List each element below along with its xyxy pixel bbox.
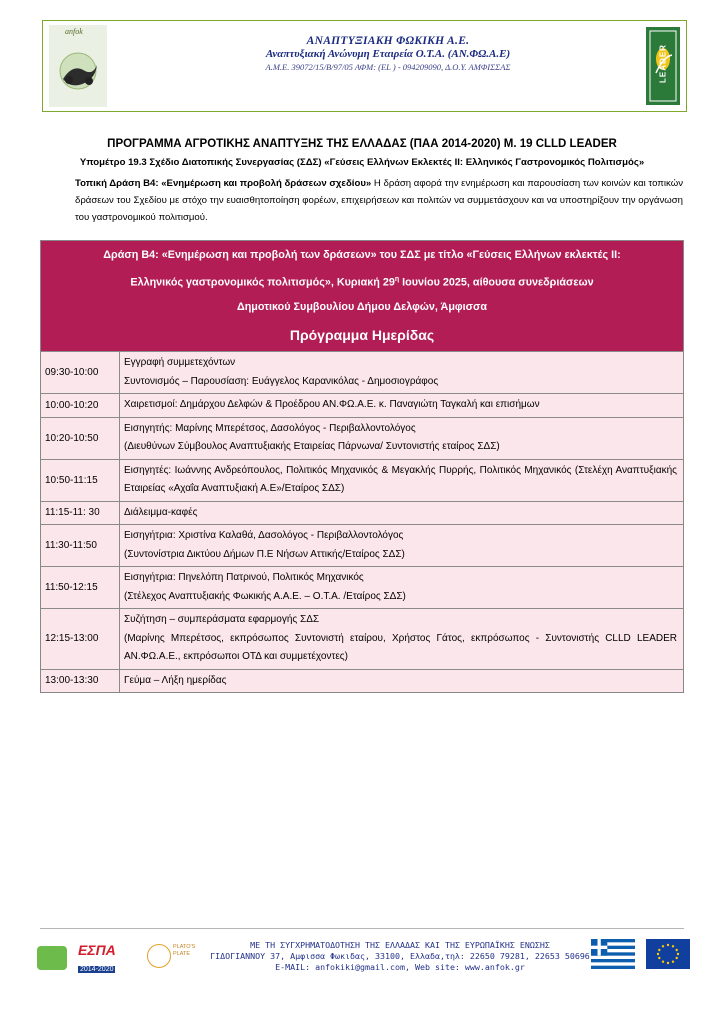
- company-logo: [49, 25, 107, 107]
- row-time: 09:30-10:00: [41, 352, 120, 393]
- row-line: (Διευθύνων Σύμβουλος Αναπτυξιακής Εταιρείας Πάρνωνα/ Συντονιστής εταίρος ΣΔΣ): [124, 441, 500, 453]
- bird-logo-icon: [49, 25, 107, 107]
- row-time: 10:50-11:15: [41, 460, 120, 501]
- table-row: [41, 459, 683, 501]
- table-row: [41, 351, 683, 393]
- company-full-name: Αναπτυξιακή Ανώνυμη Εταιρεία Ο.Τ.Α. (ΑΝ.ΦΩ.Α.Ε): [265, 48, 511, 60]
- logo-caption: anfok: [65, 27, 83, 36]
- row-line: Συντονισμός – Παρουσίαση: Ευάγγελος Καρανικόλας - Δημοσιογράφος: [124, 375, 439, 387]
- footer-text: [210, 940, 590, 973]
- row-description: [120, 670, 683, 693]
- table-row: [41, 501, 683, 525]
- espa-label: ΕΣΠΑ: [78, 942, 116, 958]
- row-description: [120, 352, 683, 393]
- footer-contact: E-MAIL: anfokiki@gmail.com, Web site: www.anfok.gr: [275, 962, 525, 972]
- row-line: Γεύμα – Λήξη ημερίδας: [124, 674, 227, 686]
- intro-action-title: Τοπική Δράση Β4: «Ενημέρωση και προβολή δράσεων σχεδίου»: [75, 178, 372, 189]
- row-line: Συζήτηση – συμπεράσματα εφαρμογής ΣΔΣ: [124, 614, 320, 626]
- footer-divider: [40, 928, 684, 929]
- region-logo: [37, 946, 67, 970]
- eu-flag-icon: [646, 939, 690, 969]
- row-description: [120, 418, 683, 459]
- table-row: [41, 393, 683, 417]
- row-time: 11:30-11:50: [41, 525, 120, 566]
- banner-line-1: Δράση Β4: «Ενημέρωση και προβολή των δράσεων» του ΣΔΣ με τίτλο «Γεύσεις Ελλήνων εκλεκτές ΙΙ:: [103, 249, 621, 261]
- table-row: [41, 608, 683, 669]
- row-time: 13:00-13:30: [41, 670, 120, 693]
- row-description: [120, 525, 683, 566]
- programme-table: [40, 240, 684, 693]
- banner-superscript: η: [394, 275, 400, 283]
- espa-years: 2014-2020: [80, 966, 114, 973]
- banner-line-2: [47, 268, 677, 295]
- table-row: [41, 524, 683, 566]
- row-description: [120, 502, 683, 525]
- plato-label-line-2: PLATE: [173, 951, 191, 957]
- intro-paragraph: [75, 175, 683, 226]
- row-time: 10:20-10:50: [41, 418, 120, 459]
- footer-address: ΓΙΔΟΓΙΑΝΝΟΥ 37, Αμφισσα Φωκιδας, 33100, Ελλαδα,τηλ: 22650 79281, 22653 50696: [210, 951, 590, 961]
- row-time: 11:15-11: 30: [41, 502, 120, 525]
- company-registration: Α.Μ.Ε. 39072/15/Β/97/05 ΑΦΜ: (EL ) - 094209090, Δ.Ο.Υ. ΑΜΦΙΣΣΑΣ: [265, 62, 511, 72]
- page-subtitle: Υπομέτρο 19.3 Σχέδιο Διατοπικής Συνεργασίας (ΣΔΣ) «Γεύσεις Ελλήνων Εκλεκτές ΙΙ: Ελληνικός Γαστρονομικός Πολιτισμός»: [79, 157, 645, 168]
- greek-flag-icon: [591, 939, 635, 969]
- row-description: [120, 567, 683, 608]
- row-line: Εισηγητής: Μαρίνης Μπερέτσος, Δασολόγος - Περιβαλλοντολόγος: [124, 422, 416, 434]
- row-description: [120, 609, 683, 669]
- intro-text: Η δράση αφορά την ενημέρωση και παρουσίαση των κοινών και τοπικών δράσεων του Σχεδίου με στόχο την ευαισθητοποίηση φορέων, επιχειρήσεων και πολιτών να συμμετάσχουν και να υποστηρίξουν την οργάνωση του γαστρονομικού πολιτισμού.: [75, 178, 683, 223]
- row-time: 11:50-12:15: [41, 567, 120, 608]
- table-row: [41, 669, 683, 693]
- footer-cofunding: ΜΕ ΤΗ ΣΥΓΧΡΗΜΑΤΟΔΟΤΗΣΗ ΤΗΣ ΕΛΛΑΔΑΣ ΚΑΙ ΤΗΣ ΕΥΡΩΠΑΪΚΗΣ ΕΝΩΣΗΣ: [250, 940, 550, 950]
- sun-icon: [147, 944, 171, 968]
- row-line: Εισηγήτρια: Πηνελόπη Πατρινού, Πολιτικός Μηχανικός: [124, 572, 364, 584]
- row-line: Διάλειμμα-καφές: [124, 506, 198, 518]
- table-row: [41, 417, 683, 459]
- leader-label: LEADER: [658, 44, 668, 83]
- row-description: [120, 460, 683, 501]
- platos-plate-logo: [145, 944, 209, 972]
- row-time: 10:00-10:20: [41, 394, 120, 417]
- company-name: ΑΝΑΠΤΥΞΙΑΚΗ ΦΩΚΙΚΗ Α.Ε.: [306, 35, 470, 47]
- programme-banner: [41, 241, 683, 351]
- row-line: Χαιρετισμοί: Δημάρχου Δελφών & Προέδρου ΑΝ.ΦΩ.Α.Ε. κ. Παναγιώτη Ταγκαλή και επισήμων: [124, 399, 540, 411]
- page-title: ΠΡΟΓΡΑΜΜΑ ΑΓΡΟΤΙΚΗΣ ΑΝΑΠΤΥΞΗΣ ΤΗΣ ΕΛΛΑΔΑΣ (ΠΑΑ 2014-2020) Μ. 19 CLLD LEADER: [107, 138, 617, 150]
- row-line: (Συντονίστρια Δικτύου Δήμων Π.Ε Νήσων Αττικής/Εταίρος ΣΔΣ): [124, 548, 405, 560]
- plato-label: [173, 944, 195, 958]
- banner-line-2-part-b: Ιουνίου 2025, αίθουσα συνεδριάσεων: [399, 276, 594, 289]
- banner-line-3: Δημοτικού Συμβουλίου Δήμου Δελφών, Άμφισσα: [236, 300, 488, 313]
- letterhead-text: [193, 35, 583, 72]
- row-time: 12:15-13:00: [41, 609, 120, 669]
- table-row: [41, 566, 683, 608]
- row-line: Εγγραφή συμμετεχόντων: [124, 357, 236, 369]
- row-line: (Μαρίνης Μπερέτσος, εκπρόσωπος Συντονιστή εταίρου, Χρήστος Γάτος, εκπρόσωπος - Συντονιστής CLLD LEADER ΑΝ.ΦΩ.Α.Ε., εκπρόσωποι ΟΤΔ και συμμετέχοντες): [124, 632, 677, 663]
- letterhead: [42, 20, 687, 112]
- leader-logo: [646, 27, 680, 105]
- banner-line-2-part-a: Ελληνικός γαστρονομικός πολιτισμός», Κυριακή 29: [130, 276, 395, 289]
- espa-logo: [78, 942, 134, 972]
- programme-heading: Πρόγραμμα Ημερίδας: [289, 327, 435, 344]
- row-description: [120, 394, 683, 417]
- row-line: (Στέλεχος Αναπτυξιακής Φωκικής Α.Α.Ε. – Ο.Τ.Α. /Εταίρος ΣΔΣ): [124, 590, 406, 602]
- row-line: Εισηγητές: Ιωάννης Ανδρεόπουλος, Πολιτικός Μηχανικός & Μεγακλής Πυρρής, Πολιτικός Μηχανικός (Στελέχη Αναπτυξιακής Εταιρείας «Αχαΐα Αναπτυξιακή Α.Ε»/Εταίρος ΣΔΣ): [124, 464, 677, 495]
- plato-label-line-1: PLATO'S: [173, 944, 196, 950]
- row-line: Εισηγήτρια: Χριστίνα Καλαθά, Δασολόγος - Περιβαλλοντολόγος: [124, 530, 404, 542]
